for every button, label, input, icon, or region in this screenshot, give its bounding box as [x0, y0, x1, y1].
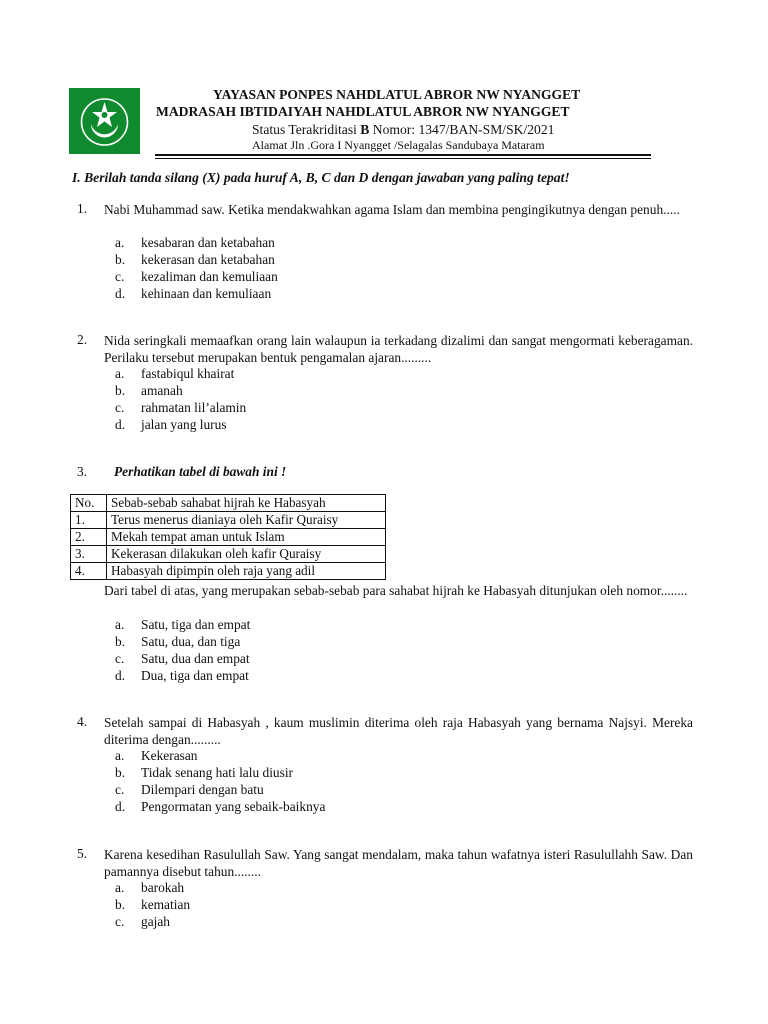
- foundation-name: YAYASAN PONPES NAHDLATUL ABROR NW NYANGGET: [213, 87, 581, 102]
- table-cell: Habasyah dipimpin oleh raja yang adil: [107, 563, 386, 580]
- section-instruction: I. Berilah tanda silang (X) pada huruf A, B, C dan D dengan jawaban yang paling tepat!: [72, 170, 570, 185]
- hijrah-reasons-table: [70, 494, 386, 580]
- school-name: MADRASAH IBTIDAIYAH NAHDLATUL ABROR NW NYANGGET: [156, 104, 570, 119]
- table-header-cell: Sebab-sebab sahabat hijrah ke Habasyah: [107, 495, 386, 512]
- question-stem: Karena kesedihan Rasulullah Saw. Yang sangat mendalam, maka tahun wafatnya isteri Rasulullahh Saw. Dan pamannya disebut tahun........: [104, 847, 693, 879]
- table-cell: 4.: [71, 563, 107, 580]
- table-cell: 2.: [71, 529, 107, 546]
- question-stem: Setelah sampai di Habasyah , kaum muslimin diterima oleh raja Habasyah yang bernama Najsyi. Mereka diterima dengan.........: [104, 715, 693, 747]
- table-row: [71, 546, 386, 563]
- table-header-row: [71, 495, 386, 512]
- table-row: [71, 512, 386, 529]
- accreditation-status: Status Terakriditasi B Nomor: 1347/BAN-SM/SK/2021: [252, 122, 555, 137]
- school-address: Alamat Jln .Gora I Nyangget /Selagalas Sandubaya Mataram: [252, 138, 545, 152]
- header-divider-thin: [155, 158, 651, 159]
- table-cell: Kekerasan dilakukan oleh kafir Quraisy: [107, 546, 386, 563]
- table-row: [71, 529, 386, 546]
- question-number: 4.: [77, 714, 88, 729]
- question-number: 5.: [77, 846, 88, 861]
- question-stem: Nabi Muhammad saw. Ketika mendakwahkan agama Islam dan membina pengingikutnya dengan penuh.....: [104, 202, 680, 217]
- question-title: Perhatikan tabel di bawah ini !: [114, 464, 287, 479]
- question-stem: Nida seringkali memaafkan orang lain walaupun ia terkadang dizalimi dan sangat mengormati keberagaman. Perilaku tersebut merupakan bentuk pengamalan ajaran.........: [104, 333, 693, 365]
- question-number: 2.: [77, 332, 88, 347]
- table-row: [71, 563, 386, 580]
- question-number: 1.: [77, 201, 88, 216]
- question-stem: Dari tabel di atas, yang merupakan sebab-sebab para sahabat hijrah ke Habasyah ditunjukan oleh nomor........: [104, 583, 688, 598]
- table-cell: 1.: [71, 512, 107, 529]
- table-cell: 3.: [71, 546, 107, 563]
- table-cell: Terus menerus dianiaya oleh Kafir Quraisy: [107, 512, 386, 529]
- header-divider: [155, 154, 651, 156]
- table-cell: Mekah tempat aman untuk Islam: [107, 529, 386, 546]
- school-logo: [69, 88, 140, 154]
- table-header-cell: No.: [71, 495, 107, 512]
- question-number: 3.: [77, 464, 88, 479]
